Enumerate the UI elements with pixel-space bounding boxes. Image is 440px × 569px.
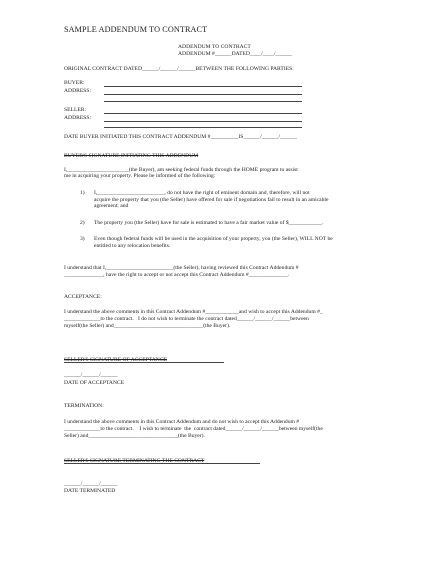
document-title: SAMPLE ADDENDUM TO CONTRACT [64,25,208,34]
termination-line-1: I understand the above comments in this Contract Addendum and do not wish to accept this Addendum # [64,419,300,425]
item-3-line-1: Even though federal funds will be used in the acquisition of your property, you (the Seller), WILL NOT be [94,236,333,242]
acceptance-line-1: I understand the above comments in this Contract Addendum #____________and wish to accept this Addendum #_ [64,309,323,315]
buyer-name-line [104,86,302,87]
termination-line-2: _____________to the contract. I wish to terminate the contract dated______/______/______between myself(the [64,426,323,432]
item-3-number: 3) [80,236,85,242]
seller-address-label: ADDRESS: [64,115,92,121]
acceptance-line-2: _____________to the contract. I do not wish to terminate the contract dated______/______/______between [64,316,309,322]
acceptance-date-blank: ______/______/______ [64,372,118,378]
understand-line-1: I understand that I,________________________(the Seller), having reviewed this Contract Addendum # [64,265,299,271]
seller-address-line-2 [104,127,302,128]
item-1-line-2: acquire the property that you (the Seller) have offered for sale if negotiations fail to result in an amicable [94,197,329,203]
item-2-line-1: The property you (the Seller) have for sale is estimated to have a fair market value of $____________. [94,220,324,226]
item-1-line-3: agreement; and [94,203,129,209]
termination-line-3: Seller) and________________________________(the Buyer). [64,433,205,439]
seller-signature-terminating: SELLER'S SIGNATURE TERMINATING THE CONTRACT [64,458,205,464]
original-contract-dated: ORIGINAL CONTRACT DATED______/______/______BETWEEN THE FOLLOWING PARTIES: [64,66,294,72]
heading-line1: ADDENDUM TO CONTRACT [178,44,251,50]
termination-label: TERMINATION: [64,403,104,409]
acceptance-line-3: myself(the Seller) and________________________________(the Buyer). [64,323,231,329]
date-buyer-initiated: DATE BUYER INITIATED THIS CONTRACT ADDENDUM #__________IS______/______/______ [64,134,297,140]
buyer-address-line-1 [104,94,302,95]
buyer-address-label: ADDRESS: [64,88,92,94]
intro-line-1: I,______________________(the Buyer), am seeking federal funds through the HOME program to assist [64,167,298,173]
buyer-label: BUYER: [64,80,85,86]
item-1-line-1: I,________________________, do not have the right of eminent domain and, therefore, will not [94,190,310,196]
understand-line-2: ______________, have the right to accept or not accept this Contract Addendum #______________. [64,272,290,278]
seller-address-line-1 [104,121,302,122]
buyer-address-line-2 [104,101,302,102]
date-of-acceptance-label: DATE OF ACCEPTANCE [64,380,125,386]
item-2-number: 2) [80,220,85,226]
termination-date-blank: ______/______/______ [64,481,118,487]
item-1-number: 1) [80,190,85,196]
heading-addendum-dated: ADDENDUM #______DATED____/____/______ [178,51,293,57]
seller-label: SELLER: [64,107,87,113]
acceptance-label: ACCEPTANCE: [64,294,102,300]
seller-signature-of-acceptance: SELLER'S SIGNATURE OF ACCEPTANCE [64,357,167,363]
buyer-signature-initiating: BUYER'S SIGNATURE INITIATING THIS ADDENDUM [64,153,199,159]
item-3-line-2: entitled to any relocation benefits. [94,243,171,249]
intro-line-2: me in acquiring your property. Please be informed of the following: [64,173,216,179]
seller-name-line [104,113,302,114]
date-terminated-label: DATE TERMINATED [64,488,116,494]
